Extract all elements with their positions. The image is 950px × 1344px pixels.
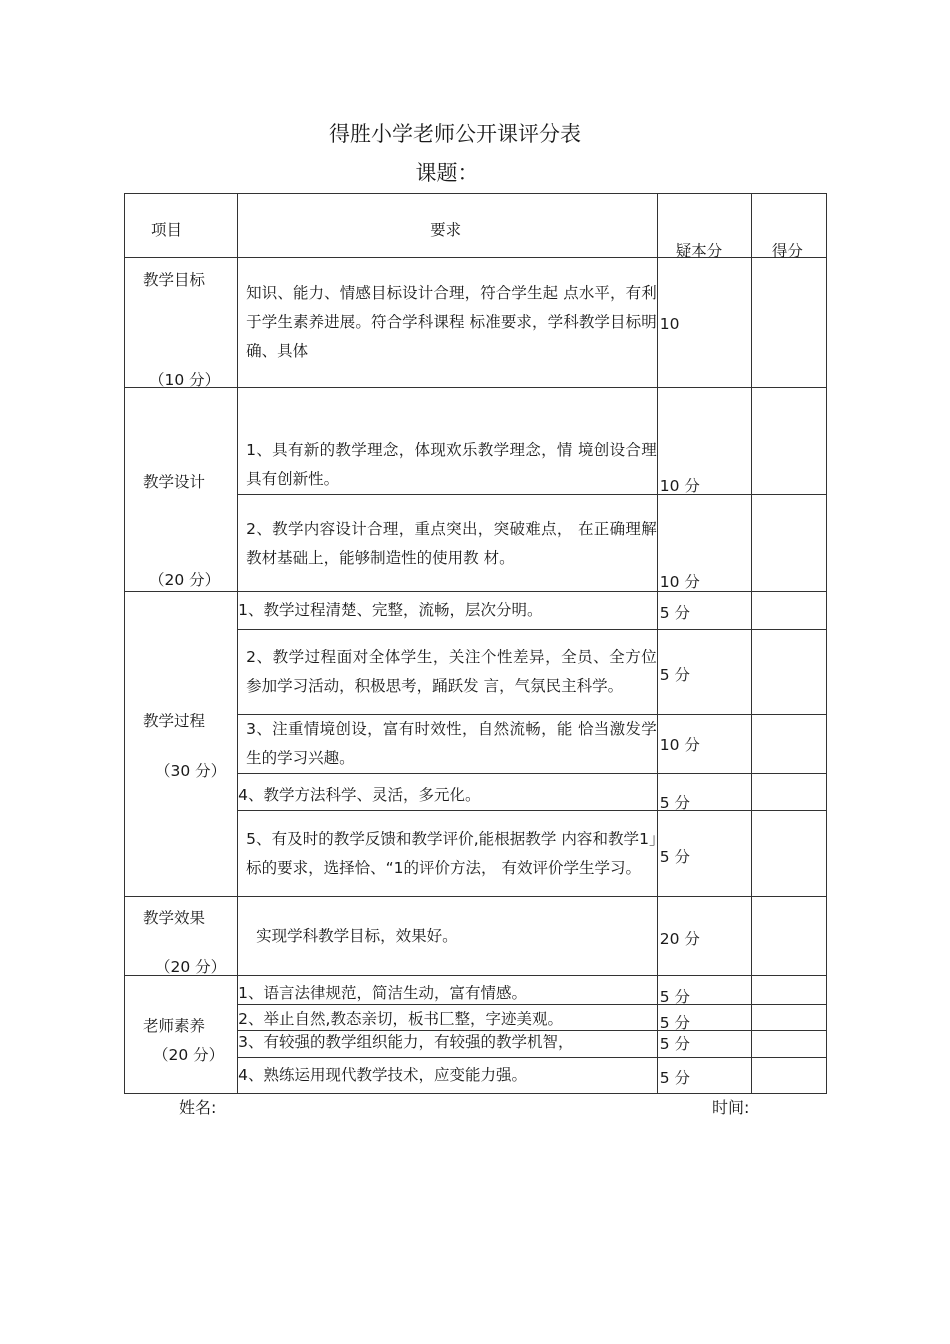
score-input-cell[interactable] bbox=[751, 495, 826, 592]
base-score-cell: 10 分 bbox=[657, 495, 751, 592]
requirement-cell: 5、有及时的教学反馈和教学评价,能根据教学 内容和教学1」标的要求，选择恰、“1的评价方法， 有效评价学生学习。 bbox=[238, 811, 658, 897]
base-score-cell: 20 分 bbox=[657, 897, 751, 976]
base-score-cell: 5 分 bbox=[657, 1031, 751, 1058]
requirement-cell: 2、举止自然,教态亲切，板书匚整，字迹美观。 bbox=[238, 1005, 658, 1031]
requirement-cell: 3、有较强的教学组织能力，有较强的教学机智， bbox=[238, 1031, 658, 1058]
table-row bbox=[125, 897, 827, 976]
base-score-cell: 10 bbox=[657, 258, 751, 388]
score-input-cell[interactable] bbox=[751, 1031, 826, 1058]
table-row bbox=[125, 388, 827, 495]
section-name: 教学设计 bbox=[143, 473, 206, 491]
section-name: 老师素养 bbox=[143, 1017, 206, 1035]
table-row bbox=[125, 976, 827, 1005]
time-label: 时间: bbox=[712, 1098, 750, 1117]
requirement-cell: 2、教学内容设计合理，重点突出，突破难点， 在正确理解教材基础上，能够制造性的使用教 材。 bbox=[238, 495, 658, 592]
section-points: （10 分） bbox=[149, 371, 221, 389]
score-input-cell[interactable] bbox=[751, 976, 826, 1005]
base-score-cell: 5 分 bbox=[657, 811, 751, 897]
requirement-cell: 1、语言法律规范，简洁生动，富有情感。 bbox=[238, 976, 658, 1005]
score-input-cell[interactable] bbox=[751, 715, 826, 774]
section-name: 教学目标 bbox=[143, 271, 206, 289]
requirement-cell: 4、教学方法科学、灵活，多元化。 bbox=[238, 774, 658, 811]
score-input-cell[interactable] bbox=[751, 811, 826, 897]
base-score-cell: 10 分 bbox=[657, 715, 751, 774]
table-row bbox=[125, 592, 827, 630]
score-input-cell[interactable] bbox=[751, 1005, 826, 1031]
score-input-cell[interactable] bbox=[751, 388, 826, 495]
requirement-cell: 1、教学过程清楚、完整，流畅，层次分明。 bbox=[238, 592, 658, 630]
requirement-cell: 2、教学过程面对全体学生，关注个性差异，全员、全方位参加学习活动，积极思考，踊跃发 言，气氛民主科学。 bbox=[238, 630, 658, 715]
base-score-cell: 5 分 bbox=[657, 1005, 751, 1031]
table-header-row bbox=[125, 194, 827, 258]
header-item: 项目 bbox=[125, 194, 238, 258]
section-points: （20 分） bbox=[155, 958, 227, 976]
evaluation-table bbox=[124, 193, 827, 1094]
section-cell bbox=[125, 388, 238, 592]
base-score-cell: 5 分 bbox=[657, 1058, 751, 1094]
score-input-cell[interactable] bbox=[751, 897, 826, 976]
section-points: （20 分） bbox=[153, 1046, 225, 1064]
score-input-cell[interactable] bbox=[751, 630, 826, 715]
section-cell bbox=[125, 976, 238, 1094]
requirement-cell: 4、熟练运用现代教学技术，应变能力强。 bbox=[238, 1058, 658, 1094]
header-base-score: 疑本分 bbox=[657, 194, 751, 258]
score-input-cell[interactable] bbox=[751, 1058, 826, 1094]
lesson-topic-label: 课题： bbox=[415, 161, 479, 185]
base-score-cell: 5 分 bbox=[657, 774, 751, 811]
page-title: 得胜小学老师公开课评分表 bbox=[329, 122, 581, 146]
score-input-cell[interactable] bbox=[751, 258, 826, 388]
section-cell bbox=[125, 258, 238, 388]
base-score-cell: 5 分 bbox=[657, 630, 751, 715]
table-row bbox=[125, 258, 827, 388]
section-name: 教学效果 bbox=[143, 909, 206, 927]
base-score-cell: 5 分 bbox=[657, 592, 751, 630]
score-input-cell[interactable] bbox=[751, 592, 826, 630]
section-name: 教学过程 bbox=[143, 712, 206, 730]
base-score-cell: 5 分 bbox=[657, 976, 751, 1005]
requirement-cell: 3、注重情境创设，富有时效性，自然流畅，能 恰当激发学生的学习兴趣。 bbox=[238, 715, 658, 774]
base-score-cell: 10 分 bbox=[657, 388, 751, 495]
section-cell bbox=[125, 592, 238, 897]
section-points: （20 分） bbox=[149, 571, 221, 589]
section-cell bbox=[125, 897, 238, 976]
score-input-cell[interactable] bbox=[751, 774, 826, 811]
header-score: 得分 bbox=[751, 194, 826, 258]
requirement-cell: 知识、能力、情感目标设计合理，符合学生起 点水平，有利于学生素养进展。符合学科课程 标准要求，学科教学目标明确、具体 bbox=[238, 258, 658, 388]
header-requirement: 要求 bbox=[238, 194, 658, 258]
section-points: （30 分） bbox=[155, 762, 227, 780]
requirement-cell: 实现学科教学目标，效果好。 bbox=[238, 897, 658, 976]
requirement-cell: 1、具有新的教学理念，体现欢乐教学理念，情 境创设合理具有创新性。 bbox=[238, 388, 658, 495]
name-label: 姓名: bbox=[179, 1098, 217, 1117]
